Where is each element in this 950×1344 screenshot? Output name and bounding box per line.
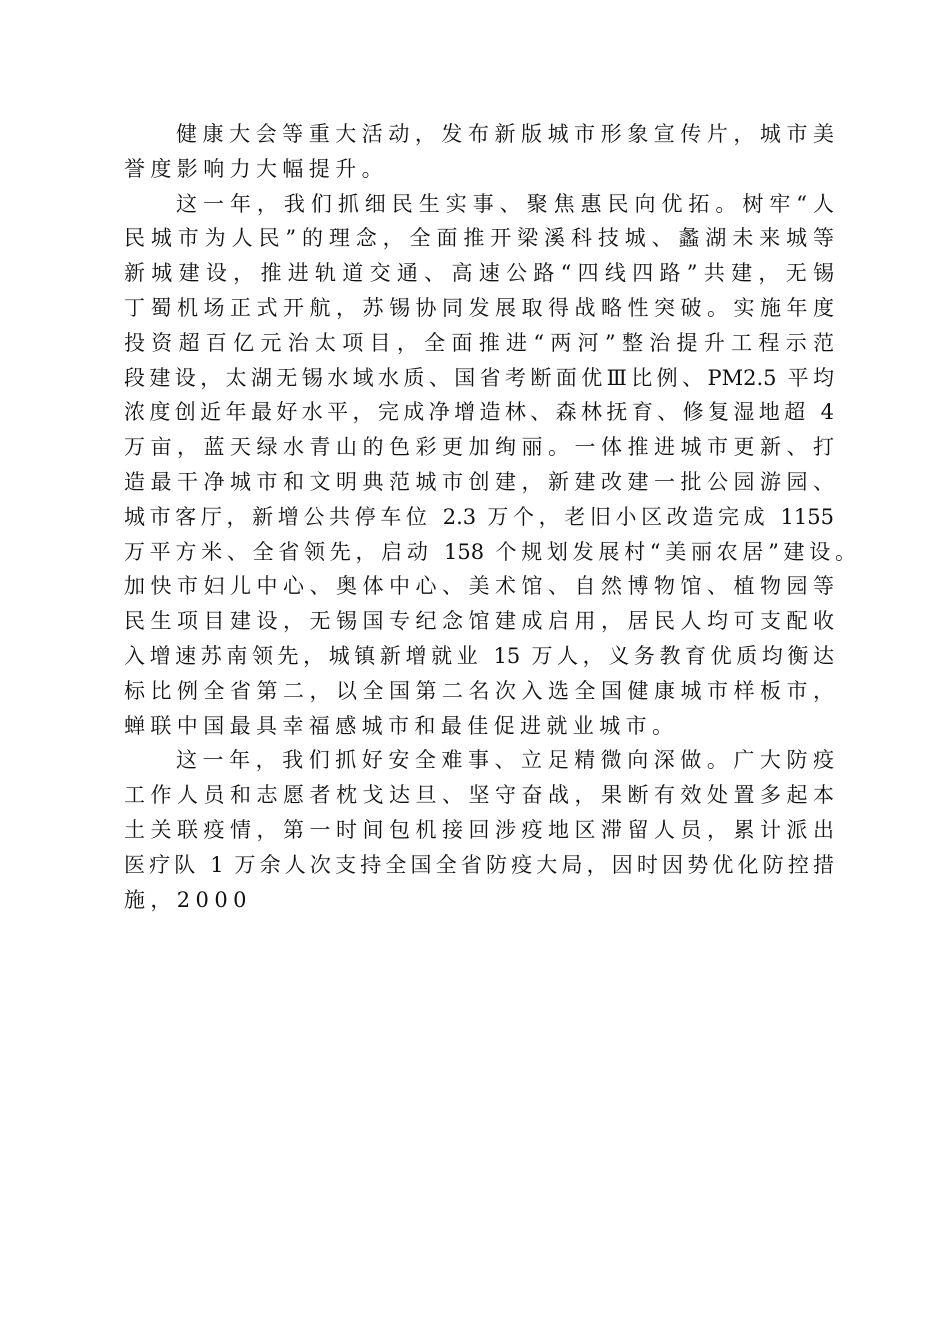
text-line: 造最干净城市和文明典范城市创建，新建改建一批公园游园、 <box>124 469 834 494</box>
text-line: 誉度影响力大幅提升。 <box>124 156 388 181</box>
text-line: 浓度创近年最好水平，完成净增造林、森林抚育、修复湿地超 4 <box>124 400 834 425</box>
paragraph-1 <box>124 117 834 187</box>
text-line: 施，2000 <box>124 887 252 912</box>
text-line: 加快市妇儿中心、奥体中心、美术馆、自然博物馆、植物园等 <box>124 574 834 599</box>
text-line: 入增速苏南领先，城镇新增就业 15 万人，义务教育优质均衡达 <box>124 643 834 668</box>
text-line: 城市客厅，新增公共停车位 2.3 万个，老旧小区改造完成 1155 <box>124 504 834 529</box>
text-line: 这一年，我们抓好安全难事、立足精微向深做。广大防疫 <box>176 748 834 773</box>
text-line: 段建设，太湖无锡水域水质、国省考断面优Ⅲ比例、PM2.5 平均 <box>124 365 834 390</box>
text-line: 土关联疫情，第一时间包机接回涉疫地区滞留人员，累计派出 <box>124 817 834 842</box>
text-line: 工作人员和志愿者枕戈达旦、坚守奋战，果断有效处置多起本 <box>124 783 834 808</box>
text-line: 万亩，蓝天绿水青山的色彩更加绚丽。一体推进城市更新、打 <box>124 435 834 460</box>
text-line: 新城建设，推进轨道交通、高速公路“四线四路”共建，无锡 <box>124 261 834 286</box>
paragraph-2 <box>124 187 856 744</box>
document-page <box>124 117 856 917</box>
text-line: 民生项目建设，无锡国专纪念馆建成启用，居民人均可支配收 <box>124 609 834 634</box>
text-line: 健康大会等重大活动，发布新版城市形象宣传片，城市美 <box>176 122 834 146</box>
text-line: 万平方米、全省领先，启动 158 个规划发展村“美丽农居”建设。 <box>124 539 856 564</box>
paragraph-3 <box>124 743 834 917</box>
text-line: 蝉联中国最具幸福感城市和最佳促进就业城市。 <box>124 713 679 738</box>
text-line: 标比例全省第二，以全国第二名次入选全国健康城市样板市， <box>124 678 834 703</box>
text-line: 民城市为人民”的理念，全面推开梁溪科技城、蠡湖未来城等 <box>124 226 834 251</box>
text-line: 丁蜀机场正式开航，苏锡协同发展取得战略性突破。实施年度 <box>124 295 834 320</box>
text-line: 医疗队 1 万余人次支持全国全省防疫大局，因时因势优化防控措 <box>124 852 834 877</box>
text-line: 这一年，我们抓细民生实事、聚焦惠民向优拓。树牢“人 <box>176 191 834 216</box>
text-line: 投资超百亿元治太项目，全面推进“两河”整治提升工程示范 <box>124 330 834 355</box>
